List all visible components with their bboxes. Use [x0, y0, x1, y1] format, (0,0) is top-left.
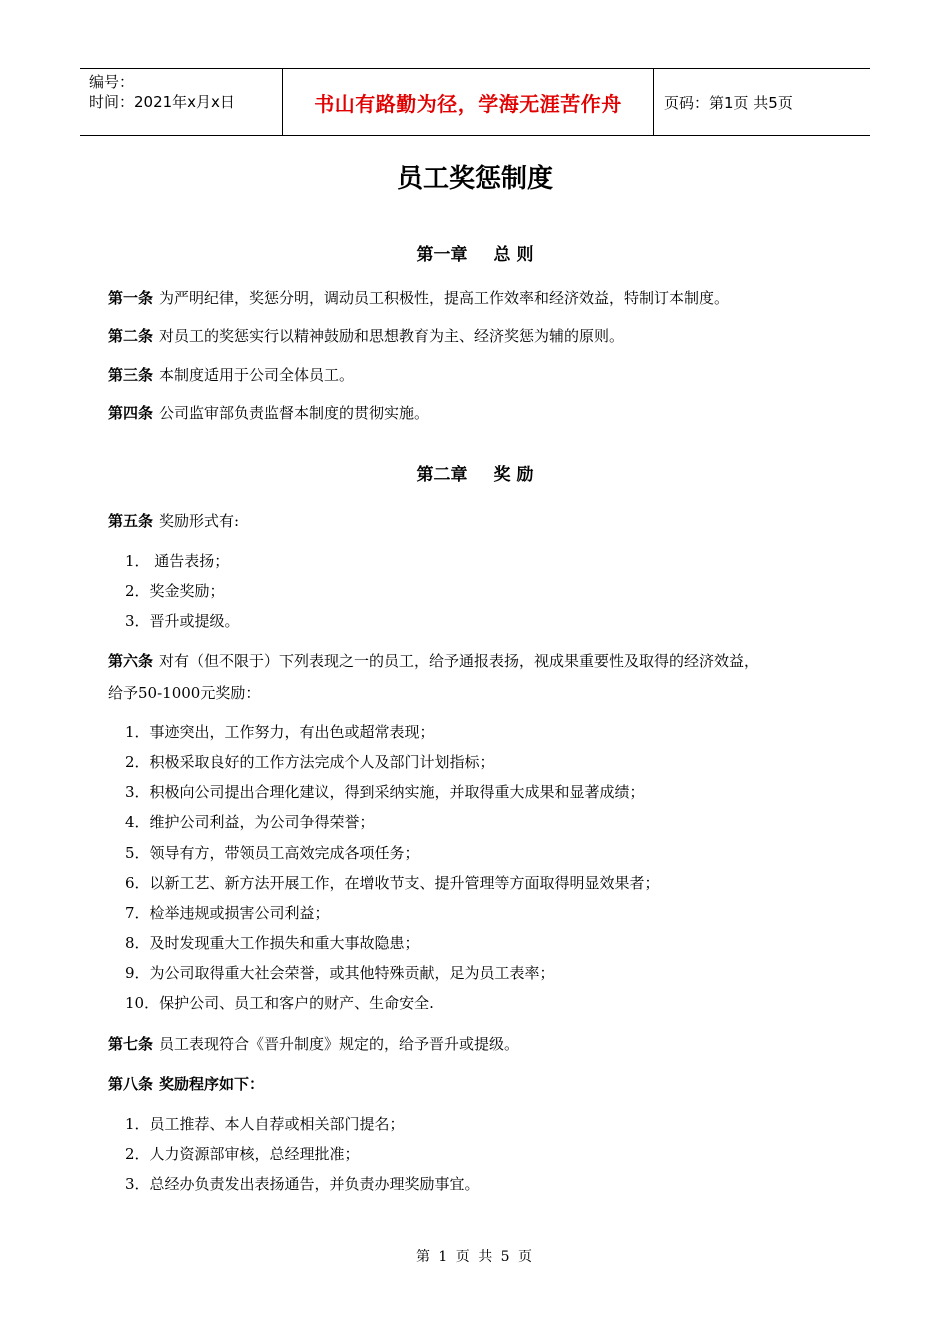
article-text: 奖励形式有: — [159, 512, 240, 530]
article-text: 为严明纪律，奖惩分明，调动员工积极性，提高工作效率和经济效益，特制订本制度。 — [159, 289, 730, 307]
article-number: 第一条 — [108, 289, 154, 307]
list-item: 3．总经办负责发出表扬通告，并负责办理奖励事宜。 — [125, 1175, 480, 1193]
document-title: 员工奖惩制度 — [396, 164, 553, 194]
article-4 — [108, 402, 429, 423]
article-number: 第五条 — [108, 512, 154, 530]
number-label: 编号： — [89, 73, 135, 91]
chapter-number: 第二章 — [416, 465, 468, 485]
article-number: 第八条 — [108, 1075, 154, 1093]
chapter-number: 第一章 — [416, 245, 468, 265]
list-item: 8．及时发现重大工作损失和重大事故隐患； — [125, 934, 420, 952]
page-info: 页码：第1页 共5页 — [664, 93, 793, 112]
motto: 书山有路勤为径，学海无涯苦作舟 — [314, 91, 622, 116]
chapter-title: 总 则 — [493, 245, 534, 265]
article-6-continuation: 给予50-1000元奖励： — [108, 684, 261, 702]
header-motto-cell — [282, 69, 654, 135]
article-2 — [108, 325, 624, 346]
list-item: 2．积极采取良好的工作方法完成个人及部门计划指标； — [125, 753, 495, 771]
article-text: 对有（但不限于）下列表现之一的员工，给予通报表扬，视成果重要性及取得的经济效益， — [159, 652, 760, 670]
list-item: 6．以新工艺、新方法开展工作，在增收节支、提升管理等方面取得明显效果者； — [125, 874, 660, 892]
article-number: 第二条 — [108, 327, 154, 345]
list-item: 3．晋升或提级。 — [125, 612, 240, 630]
list-item: 3．积极向公司提出合理化建议，得到采纳实施，并取得重大成果和显著成绩； — [125, 783, 645, 801]
article-text: 对员工的奖惩实行以精神鼓励和思想教育为主、经济奖惩为辅的原则。 — [159, 327, 625, 345]
article-5 — [108, 510, 239, 531]
list-item: 1．事迹突出，工作努力，有出色或超常表现； — [125, 723, 435, 741]
article-text: 本制度适用于公司全体员工。 — [159, 366, 355, 384]
chapter-heading-1 — [0, 240, 950, 265]
list-item: 7．检举违规或损害公司利益； — [125, 904, 330, 922]
page-footer: 第 1 页 共 5 页 — [415, 1249, 535, 1265]
list-item: 2．奖金奖励； — [125, 582, 225, 600]
article-7 — [108, 1033, 519, 1054]
article-text: 公司监审部负责监督本制度的贯彻实施。 — [159, 404, 430, 422]
list-item: 2．人力资源部审核，总经理批准； — [125, 1145, 360, 1163]
list-item: 10．保护公司、员工和客户的财产、生命安全. — [125, 994, 434, 1012]
chapter-title: 奖 励 — [493, 465, 534, 485]
chapter-heading-2 — [0, 460, 950, 485]
article-1 — [108, 287, 729, 308]
time-label: 时间：2021年x月x日 — [89, 93, 235, 111]
article-3 — [108, 364, 354, 385]
list-item: 1． 通告表扬； — [125, 552, 230, 570]
header-table — [80, 68, 870, 136]
list-item: 5．领导有方，带领员工高效完成各项任务； — [125, 844, 420, 862]
list-item: 1．员工推荐、本人自荐或相关部门提名； — [125, 1115, 405, 1133]
article-8 — [108, 1073, 270, 1094]
article-number: 第三条 — [108, 366, 154, 384]
article-6 — [108, 650, 759, 671]
list-item: 4．维护公司利益，为公司争得荣誉； — [125, 813, 375, 831]
article-number: 第六条 — [108, 652, 154, 670]
article-text: 奖励程序如下： — [159, 1075, 265, 1093]
list-item: 9．为公司取得重大社会荣誉，或其他特殊贡献，足为员工表率； — [125, 964, 555, 982]
article-text: 员工表现符合《晋升制度》规定的，给予晋升或提级。 — [159, 1035, 520, 1053]
article-number: 第四条 — [108, 404, 154, 422]
article-number: 第七条 — [108, 1035, 154, 1053]
header-info — [80, 69, 282, 135]
